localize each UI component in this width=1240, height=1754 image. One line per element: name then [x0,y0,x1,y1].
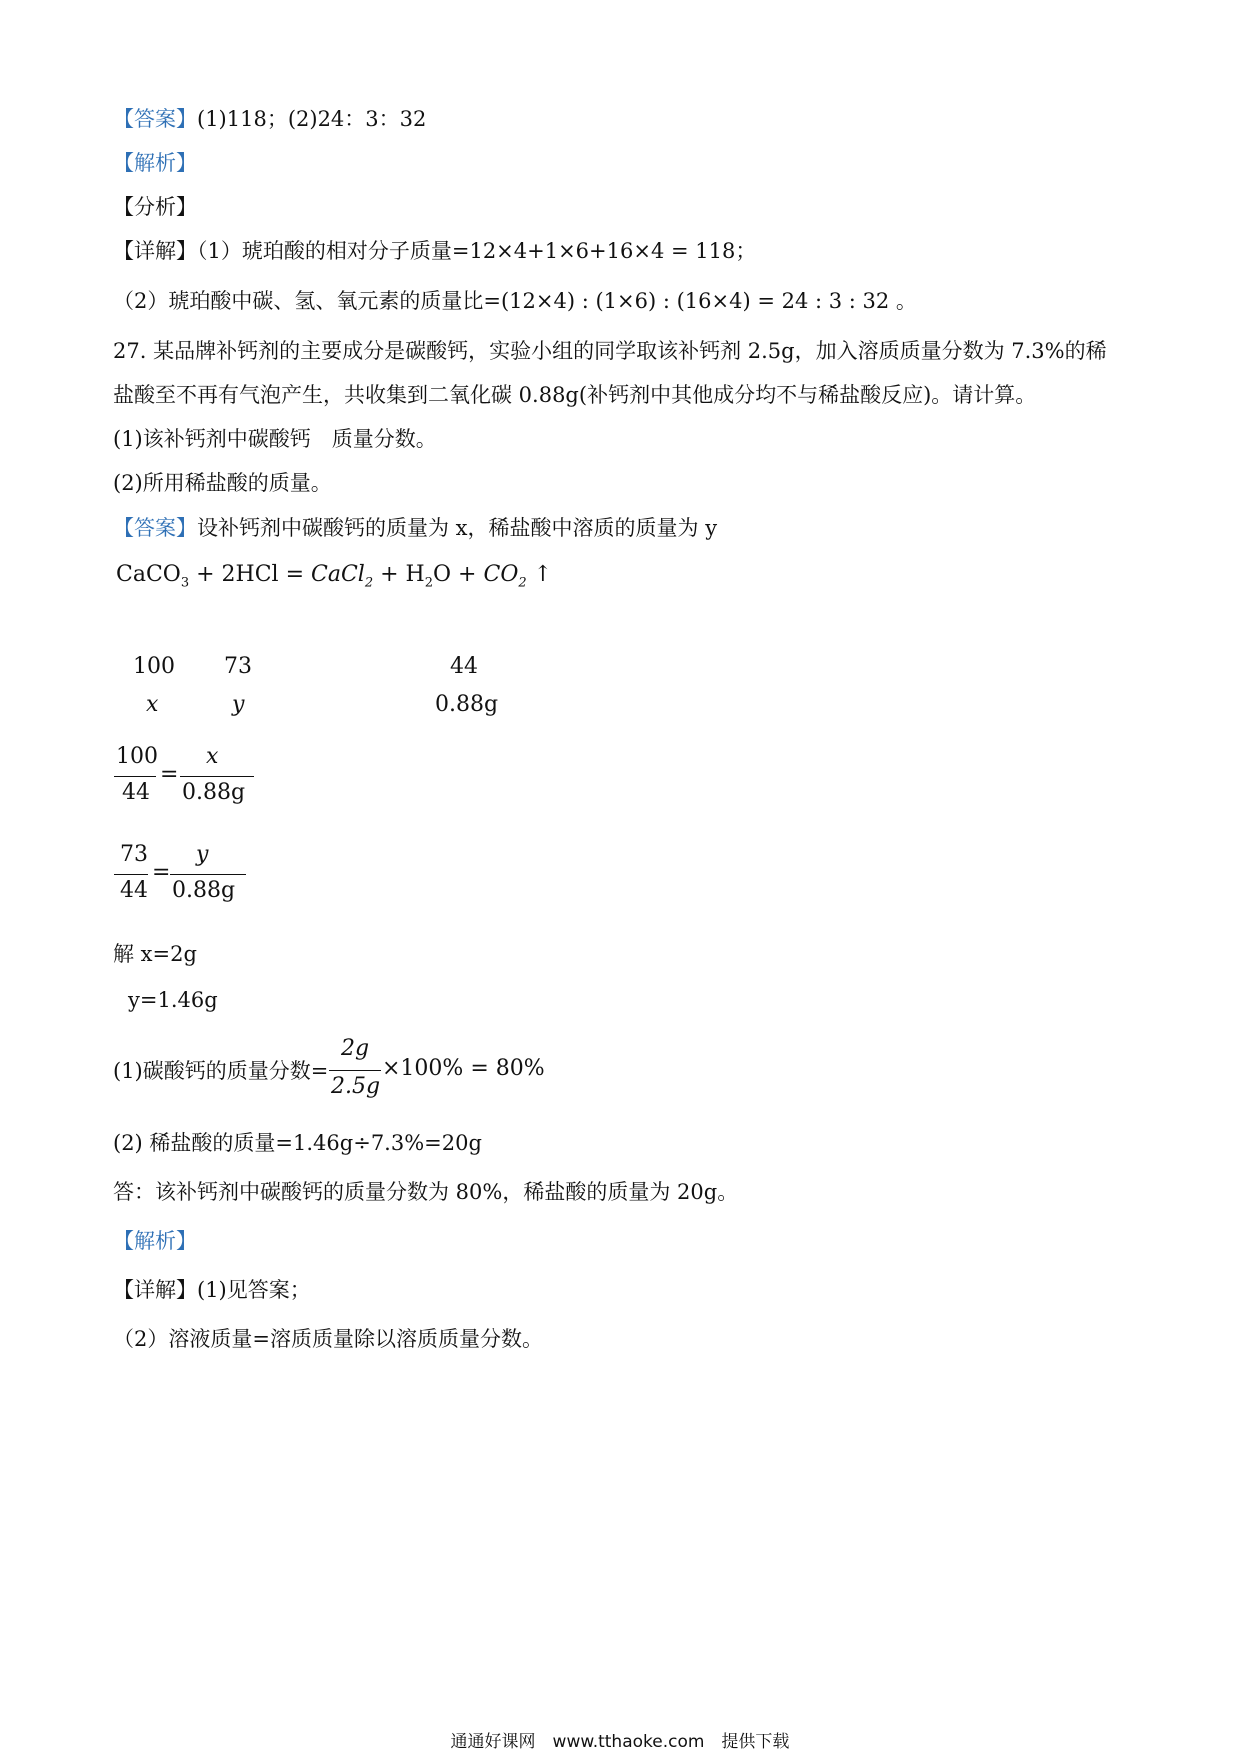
answer-line-2 [113,513,717,543]
detail-line-1 [113,236,756,266]
percentage-fraction [329,1036,381,1108]
answer-text-2: 设补钙剂中碳酸钙的质量为 x，稀盐酸中溶质的质量为 y [197,516,718,540]
frac1-eq: = [160,762,179,787]
frac2-rbar [170,874,246,875]
detail-tag: 【详解】 [113,239,197,263]
frac3-bar [329,1070,381,1071]
question-27-sub-2: (2)所用稀盐酸的质量。 [113,471,332,495]
mass-hcl: 73 [224,654,252,679]
chemical-equation [116,560,552,598]
eq-arrow: ↑ [526,562,553,587]
solve-y: y=1.46g [128,988,218,1012]
detail-line-2: （2）琥珀酸中碳、氢、氧元素的质量比=(12×4) : (1×6) : (16×4) = 24 : 3 : 32 。 [113,289,917,313]
frac2-den: 44 [120,878,148,903]
eq-co: CO [483,562,519,587]
eq-sub2b: 2 [424,575,434,591]
question-27-line-2: 盐酸至不再有气泡产生，共收集到二氧化碳 0.88g(补钙剂中其他成分均不与稀盐酸反应)。请计算。 [113,383,1037,407]
analysis-tag: 【解析】 [113,151,197,175]
eq-caco3: CaCO [116,562,181,587]
answer-tag: 【答案】 [113,107,197,131]
detail-line-3: 【详解】(1)见答案； [113,1278,311,1302]
analysis-tag-2: 【解析】 [113,1229,197,1253]
eq-o: O + [433,562,484,587]
frac1-rden: 0.88g [182,780,246,805]
frac3-den: 2.5g [331,1074,381,1099]
frac1-den: 44 [122,780,150,805]
proportion-2 [114,842,246,912]
frac1-num: 100 [116,744,158,769]
eq-hcl: + 2HCl = [189,562,312,587]
mass-co2: 44 [450,654,478,679]
frac2-rden: 0.88g [172,878,236,903]
final-answer: 答：该补钙剂中碳酸钙的质量分数为 80%，稀盐酸的质量为 20g。 [113,1180,739,1204]
mass-caco3: 100 [133,654,175,679]
eq-sub2c: 2 [518,575,527,591]
proportion-1 [114,744,254,814]
eq-sub3: 3 [180,575,190,591]
fenxi-heading: 【分析】 [113,195,197,219]
frac1-rnum: x [206,744,219,769]
frac2-rnum: y [196,842,209,867]
answer-text: (1)118；(2)24：3：32 [197,107,427,131]
var-y: y [232,692,245,717]
footer-credit: 通通好课网 www.tthaoke.com 提供下载 [450,1732,790,1752]
detail-text: （1）琥珀酸的相对分子质量=12×4+1×6+16×4 = 118； [197,239,757,263]
frac2-eq: = [152,860,171,885]
eq-h: + H [373,562,425,587]
answer-tag-2: 【答案】 [113,516,197,540]
result-1-label: (1)碳酸钙的质量分数= [113,1059,329,1083]
frac2-num: 73 [120,842,148,867]
result-1-tail: ×100% = 80% [382,1056,545,1081]
frac3-num: 2g [341,1036,370,1061]
frac1-rbar [180,776,254,777]
question-27-line-1: 27. 某品牌补钙剂的主要成分是碳酸钙，实验小组的同学取该补钙剂 2.5g，加入溶质质量分数为 7.3%的稀 [113,339,1107,363]
frac1-bar [114,776,156,777]
var-x: x [146,692,159,717]
answer-line-1 [113,104,426,134]
solve-x: 解 x=2g [113,942,197,966]
result-2: (2) 稀盐酸的质量=1.46g÷7.3%=20g [113,1131,482,1155]
eq-sub2a: 2 [364,575,374,591]
detail-line-4: （2）溶液质量=溶质质量除以溶质质量分数。 [113,1327,543,1351]
question-27-sub-1: (1)该补钙剂中碳酸钙 质量分数。 [113,427,437,451]
var-co2: 0.88g [435,692,499,717]
eq-cacl: CaCl [311,562,365,587]
frac2-bar [114,874,148,875]
